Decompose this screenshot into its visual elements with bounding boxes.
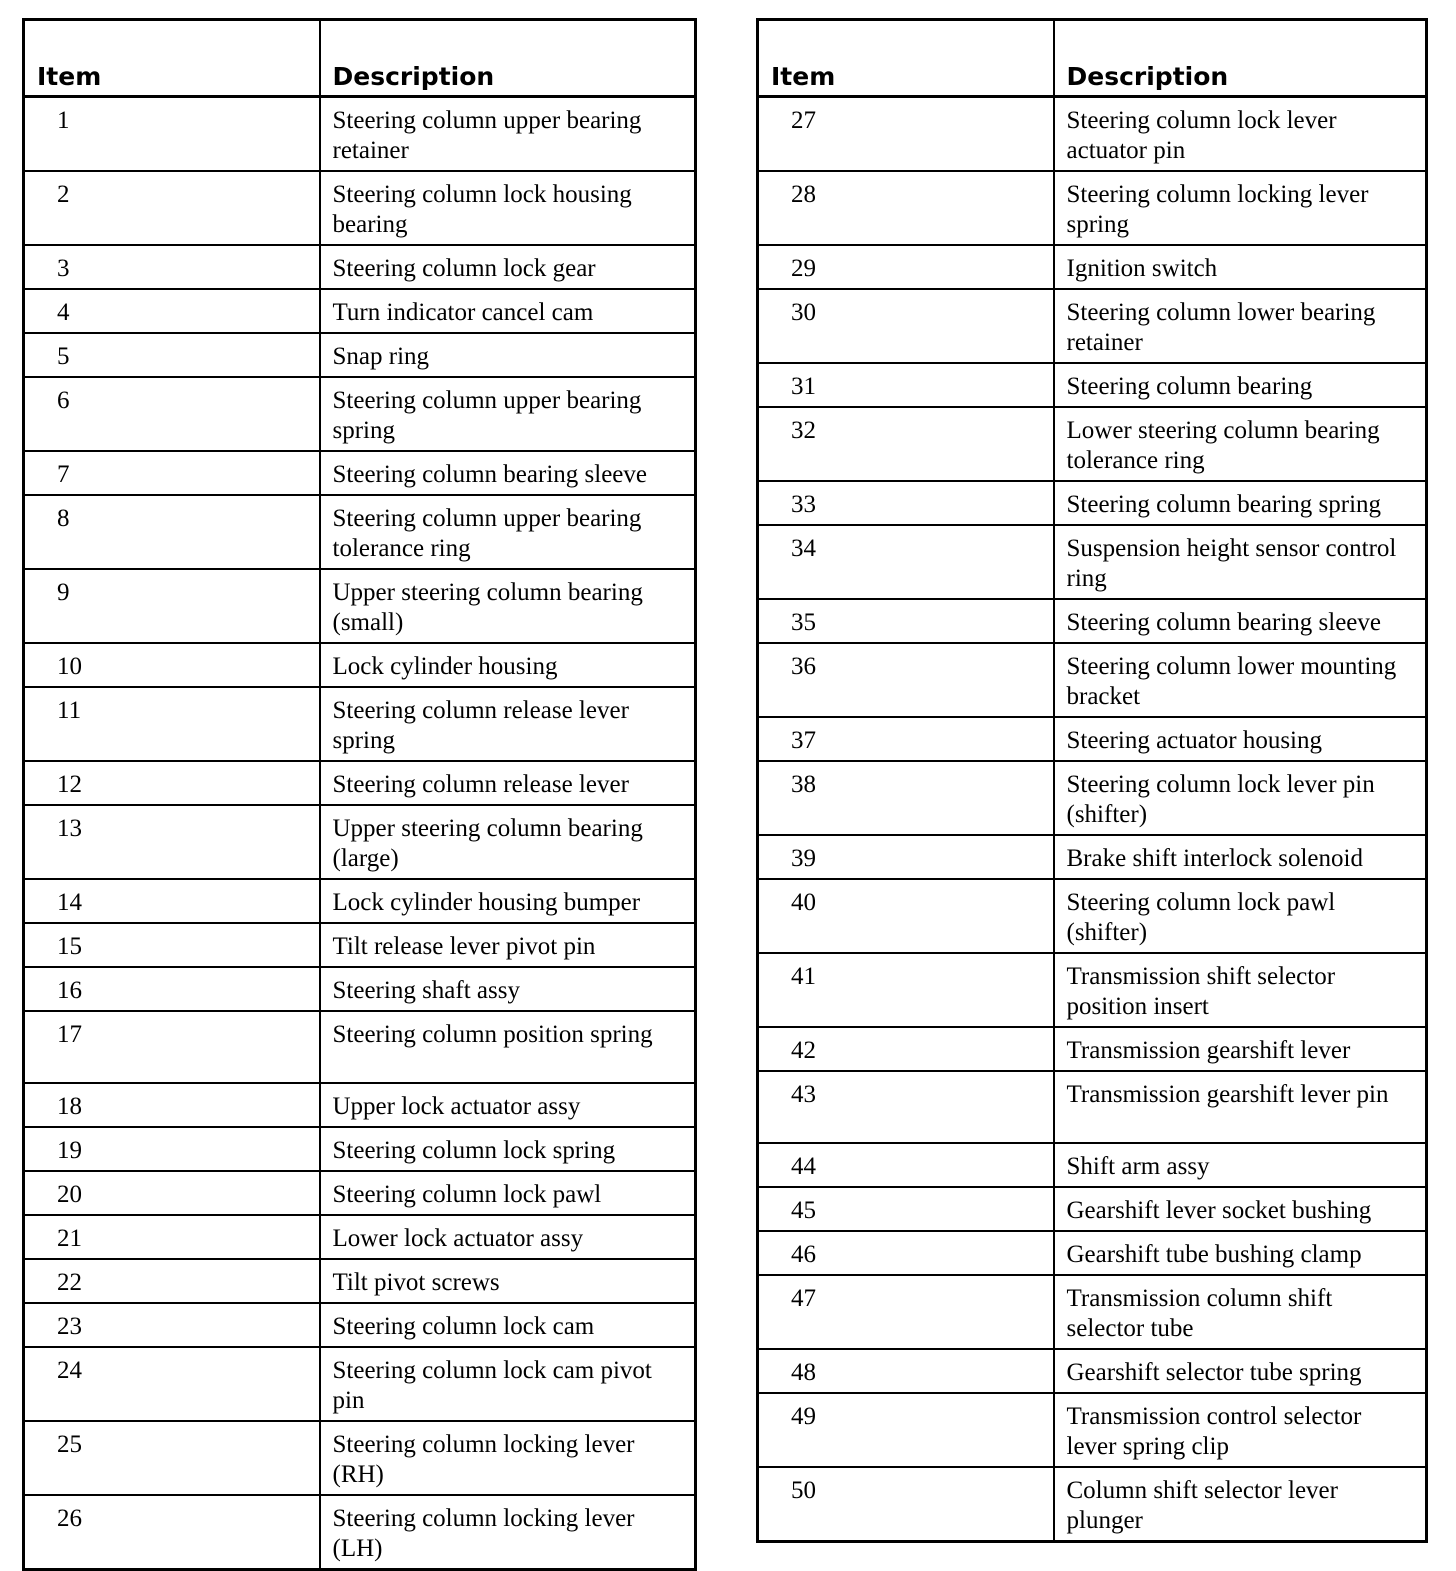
table-row — [758, 289, 1427, 363]
item-description: Transmission gearshift lever pin — [1054, 1071, 1427, 1143]
table-row — [24, 1259, 696, 1303]
table-row — [24, 1171, 696, 1215]
item-number: 16 — [24, 967, 320, 1011]
item-description: Steering column lock pawl (shifter) — [1054, 879, 1427, 953]
item-number: 50 — [758, 1467, 1054, 1542]
table-row — [758, 599, 1427, 643]
header-row — [758, 20, 1427, 97]
item-description: Tilt release lever pivot pin — [320, 923, 696, 967]
item-description: Transmission control selector lever spring clip — [1054, 1393, 1427, 1467]
item-description: Steering column lock housing bearing — [320, 171, 696, 245]
item-description: Suspension height sensor control ring — [1054, 525, 1427, 599]
table-row — [758, 953, 1427, 1027]
item-number: 23 — [24, 1303, 320, 1347]
item-description: Steering column upper bearing spring — [320, 377, 696, 451]
item-description: Column shift selector lever plunger — [1054, 1467, 1427, 1542]
item-description: Lower steering column bearing tolerance ring — [1054, 407, 1427, 481]
table-row — [758, 1467, 1427, 1542]
item-number: 39 — [758, 835, 1054, 879]
item-column-header: Item — [24, 20, 320, 97]
item-description: Transmission gearshift lever — [1054, 1027, 1427, 1071]
item-description: Steering column upper bearing tolerance ring — [320, 495, 696, 569]
table-row — [24, 967, 696, 1011]
item-number: 33 — [758, 481, 1054, 525]
item-description: Upper lock actuator assy — [320, 1083, 696, 1127]
item-description: Lower lock actuator assy — [320, 1215, 696, 1259]
item-description: Steering column lock spring — [320, 1127, 696, 1171]
item-description: Steering column locking lever (RH) — [320, 1421, 696, 1495]
item-number: 44 — [758, 1143, 1054, 1187]
item-description: Shift arm assy — [1054, 1143, 1427, 1187]
item-number: 10 — [24, 643, 320, 687]
item-number: 11 — [24, 687, 320, 761]
table-row — [758, 835, 1427, 879]
table-row — [24, 761, 696, 805]
item-number: 20 — [24, 1171, 320, 1215]
table-row — [24, 289, 696, 333]
item-description: Gearshift lever socket bushing — [1054, 1187, 1427, 1231]
table-row — [24, 805, 696, 879]
item-number: 30 — [758, 289, 1054, 363]
table-row — [758, 879, 1427, 953]
table-row — [24, 1347, 696, 1421]
item-description: Transmission column shift selector tube — [1054, 1275, 1427, 1349]
item-number: 6 — [24, 377, 320, 451]
item-description: Ignition switch — [1054, 245, 1427, 289]
item-number: 32 — [758, 407, 1054, 481]
table-row — [24, 245, 696, 289]
table-row — [758, 1027, 1427, 1071]
item-number: 48 — [758, 1349, 1054, 1393]
item-description: Steering column upper bearing retainer — [320, 97, 696, 172]
description-column-header: Description — [320, 20, 696, 97]
item-description: Steering column bearing sleeve — [1054, 599, 1427, 643]
item-description: Steering shaft assy — [320, 967, 696, 1011]
table-row — [24, 1011, 696, 1083]
table-row — [758, 245, 1427, 289]
table-row — [24, 451, 696, 495]
item-description: Steering column lower mounting bracket — [1054, 643, 1427, 717]
item-number: 29 — [758, 245, 1054, 289]
item-number: 18 — [24, 1083, 320, 1127]
item-description: Transmission shift selector position insert — [1054, 953, 1427, 1027]
table-row — [24, 923, 696, 967]
item-number: 1 — [24, 97, 320, 172]
item-number: 26 — [24, 1495, 320, 1570]
item-number: 3 — [24, 245, 320, 289]
item-number: 22 — [24, 1259, 320, 1303]
table-body — [758, 97, 1427, 1542]
table-row — [758, 1143, 1427, 1187]
table-row — [758, 1393, 1427, 1467]
item-number: 28 — [758, 171, 1054, 245]
item-number: 9 — [24, 569, 320, 643]
item-description: Gearshift selector tube spring — [1054, 1349, 1427, 1393]
item-number: 5 — [24, 333, 320, 377]
table-row — [758, 407, 1427, 481]
item-number: 42 — [758, 1027, 1054, 1071]
item-number: 17 — [24, 1011, 320, 1083]
item-description: Steering column release lever — [320, 761, 696, 805]
item-number: 46 — [758, 1231, 1054, 1275]
item-description: Upper steering column bearing (large) — [320, 805, 696, 879]
item-number: 45 — [758, 1187, 1054, 1231]
table-row — [24, 879, 696, 923]
item-number: 37 — [758, 717, 1054, 761]
item-description: Upper steering column bearing (small) — [320, 569, 696, 643]
item-description: Lock cylinder housing — [320, 643, 696, 687]
table-row — [24, 377, 696, 451]
item-number: 31 — [758, 363, 1054, 407]
table-row — [758, 171, 1427, 245]
parts-table-left — [22, 18, 697, 1571]
item-number: 41 — [758, 953, 1054, 1027]
item-description: Steering column position spring — [320, 1011, 696, 1083]
item-number: 43 — [758, 1071, 1054, 1143]
item-description: Steering column locking lever (LH) — [320, 1495, 696, 1570]
table-row — [758, 717, 1427, 761]
item-number: 25 — [24, 1421, 320, 1495]
item-description: Steering column lock lever actuator pin — [1054, 97, 1427, 172]
item-description: Steering column bearing spring — [1054, 481, 1427, 525]
table-body — [24, 97, 696, 1570]
item-description: Steering column lock cam pivot pin — [320, 1347, 696, 1421]
item-description: Tilt pivot screws — [320, 1259, 696, 1303]
table-row — [758, 481, 1427, 525]
table-row — [24, 495, 696, 569]
item-description: Steering column bearing sleeve — [320, 451, 696, 495]
item-number: 49 — [758, 1393, 1054, 1467]
item-description: Snap ring — [320, 333, 696, 377]
item-description: Turn indicator cancel cam — [320, 289, 696, 333]
item-number: 38 — [758, 761, 1054, 835]
table-row — [24, 1303, 696, 1347]
table-row — [758, 525, 1427, 599]
table-row — [24, 1421, 696, 1495]
header-row — [24, 20, 696, 97]
item-number: 12 — [24, 761, 320, 805]
table-row — [758, 1071, 1427, 1143]
parts-table-right — [756, 18, 1428, 1543]
item-column-header: Item — [758, 20, 1054, 97]
item-description: Gearshift tube bushing clamp — [1054, 1231, 1427, 1275]
item-description: Steering column release lever spring — [320, 687, 696, 761]
table-row — [24, 569, 696, 643]
item-description: Lock cylinder housing bumper — [320, 879, 696, 923]
item-number: 27 — [758, 97, 1054, 172]
table-row — [24, 687, 696, 761]
item-number: 24 — [24, 1347, 320, 1421]
table-row — [24, 1495, 696, 1570]
item-description: Steering column bearing — [1054, 363, 1427, 407]
table-row — [24, 1215, 696, 1259]
table-row — [758, 97, 1427, 172]
item-description: Steering column lock gear — [320, 245, 696, 289]
table-row — [24, 333, 696, 377]
table-row — [24, 1127, 696, 1171]
item-description: Steering column lock lever pin (shifter) — [1054, 761, 1427, 835]
item-number: 14 — [24, 879, 320, 923]
table-row — [758, 1187, 1427, 1231]
table-row — [24, 1083, 696, 1127]
item-description: Steering column lock cam — [320, 1303, 696, 1347]
table-row — [758, 363, 1427, 407]
item-description: Steering column lower bearing retainer — [1054, 289, 1427, 363]
item-number: 4 — [24, 289, 320, 333]
item-number: 7 — [24, 451, 320, 495]
item-number: 47 — [758, 1275, 1054, 1349]
item-description: Steering actuator housing — [1054, 717, 1427, 761]
item-number: 34 — [758, 525, 1054, 599]
item-number: 15 — [24, 923, 320, 967]
table-row — [24, 171, 696, 245]
item-number: 19 — [24, 1127, 320, 1171]
item-number: 21 — [24, 1215, 320, 1259]
item-number: 13 — [24, 805, 320, 879]
table-row — [758, 761, 1427, 835]
item-number: 35 — [758, 599, 1054, 643]
item-number: 40 — [758, 879, 1054, 953]
table-row — [24, 643, 696, 687]
item-description: Steering column locking lever spring — [1054, 171, 1427, 245]
description-column-header: Description — [1054, 20, 1427, 97]
item-description: Brake shift interlock solenoid — [1054, 835, 1427, 879]
table-row — [758, 1275, 1427, 1349]
item-description: Steering column lock pawl — [320, 1171, 696, 1215]
item-number: 8 — [24, 495, 320, 569]
table-row — [758, 643, 1427, 717]
table-row — [24, 97, 696, 172]
item-number: 2 — [24, 171, 320, 245]
table-row — [758, 1349, 1427, 1393]
item-number: 36 — [758, 643, 1054, 717]
table-row — [758, 1231, 1427, 1275]
